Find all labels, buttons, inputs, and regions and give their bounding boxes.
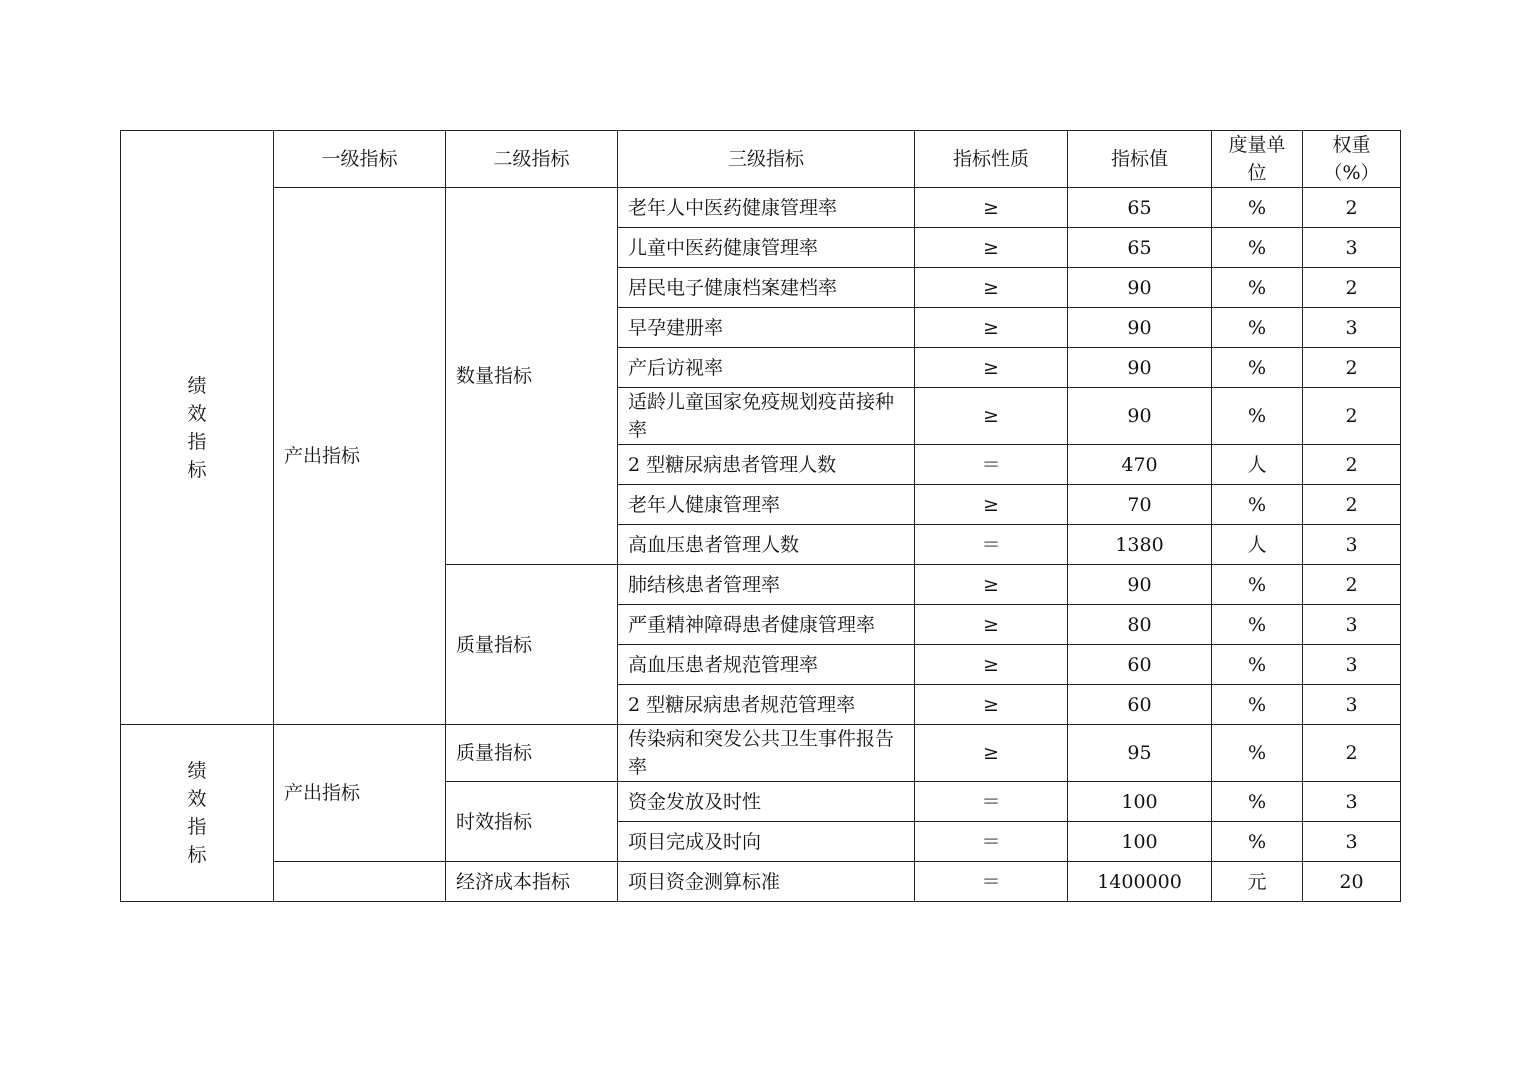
indicator-weight: 3 bbox=[1303, 605, 1401, 645]
level2-cell: 数量指标 bbox=[446, 188, 618, 565]
indicator-value: 90 bbox=[1068, 348, 1212, 388]
indicator-nature: ＝ bbox=[915, 782, 1068, 822]
indicator-name: 老年人中医药健康管理率 bbox=[618, 188, 915, 228]
indicator-weight: 3 bbox=[1303, 525, 1401, 565]
indicator-value: 100 bbox=[1068, 822, 1212, 862]
indicator-value: 1400000 bbox=[1068, 862, 1212, 902]
indicator-value: 1380 bbox=[1068, 525, 1212, 565]
indicator-value: 95 bbox=[1068, 725, 1212, 782]
indicator-weight: 3 bbox=[1303, 685, 1401, 725]
indicator-weight: 3 bbox=[1303, 228, 1401, 268]
indicator-weight: 2 bbox=[1303, 445, 1401, 485]
indicator-name: 老年人健康管理率 bbox=[618, 485, 915, 525]
indicator-name: 产后访视率 bbox=[618, 348, 915, 388]
table-row bbox=[121, 725, 1401, 782]
level2-cell: 时效指标 bbox=[446, 782, 618, 862]
indicator-name: 传染病和突发公共卫生事件报告率 bbox=[618, 725, 915, 782]
indicator-nature: ＝ bbox=[915, 525, 1068, 565]
indicator-nature: ≥ bbox=[915, 268, 1068, 308]
level1-cell: 产出指标 bbox=[274, 188, 446, 725]
indicator-unit: % bbox=[1212, 228, 1303, 268]
indicator-weight: 3 bbox=[1303, 645, 1401, 685]
indicator-weight: 2 bbox=[1303, 565, 1401, 605]
header-row bbox=[121, 131, 1401, 188]
indicator-value: 70 bbox=[1068, 485, 1212, 525]
indicator-weight: 3 bbox=[1303, 782, 1401, 822]
indicator-name: 高血压患者规范管理率 bbox=[618, 645, 915, 685]
indicator-unit: 人 bbox=[1212, 525, 1303, 565]
indicator-name: 适龄儿童国家免疫规划疫苗接种率 bbox=[618, 388, 915, 445]
level2-cell: 经济成本指标 bbox=[446, 862, 618, 902]
indicator-unit: % bbox=[1212, 308, 1303, 348]
indicator-name: 严重精神障碍患者健康管理率 bbox=[618, 605, 915, 645]
indicator-weight: 2 bbox=[1303, 268, 1401, 308]
table-row bbox=[121, 188, 1401, 228]
level2-cell: 质量指标 bbox=[446, 725, 618, 782]
indicator-unit: % bbox=[1212, 685, 1303, 725]
indicator-name: 肺结核患者管理率 bbox=[618, 565, 915, 605]
performance-indicator-sheet bbox=[120, 130, 1401, 902]
indicator-unit: % bbox=[1212, 268, 1303, 308]
indicator-value: 80 bbox=[1068, 605, 1212, 645]
indicator-nature: ＝ bbox=[915, 862, 1068, 902]
indicator-unit: % bbox=[1212, 565, 1303, 605]
indicator-name: 2 型糖尿病患者规范管理率 bbox=[618, 685, 915, 725]
indicator-nature: ≥ bbox=[915, 308, 1068, 348]
indicator-nature: ≥ bbox=[915, 725, 1068, 782]
indicator-weight: 2 bbox=[1303, 348, 1401, 388]
performance-indicator-table bbox=[120, 130, 1401, 902]
indicator-name: 儿童中医药健康管理率 bbox=[618, 228, 915, 268]
indicator-value: 60 bbox=[1068, 685, 1212, 725]
indicator-unit: % bbox=[1212, 485, 1303, 525]
indicator-name: 高血压患者管理人数 bbox=[618, 525, 915, 565]
category-label: 绩效指标 bbox=[187, 760, 207, 866]
indicator-unit: % bbox=[1212, 388, 1303, 445]
indicator-value: 65 bbox=[1068, 228, 1212, 268]
header-level1: 一级指标 bbox=[274, 131, 446, 188]
indicator-weight: 2 bbox=[1303, 485, 1401, 525]
level1-cell: 产出指标 bbox=[274, 725, 446, 862]
indicator-weight: 2 bbox=[1303, 188, 1401, 228]
indicator-value: 100 bbox=[1068, 782, 1212, 822]
table-row bbox=[121, 862, 1401, 902]
header-weight: 权重（%） bbox=[1303, 131, 1401, 188]
indicator-name: 项目完成及时向 bbox=[618, 822, 915, 862]
indicator-nature: ＝ bbox=[915, 822, 1068, 862]
header-nature: 指标性质 bbox=[915, 131, 1068, 188]
indicator-name: 早孕建册率 bbox=[618, 308, 915, 348]
indicator-nature: ＝ bbox=[915, 445, 1068, 485]
indicator-nature: ≥ bbox=[915, 605, 1068, 645]
indicator-nature: ≥ bbox=[915, 228, 1068, 268]
indicator-weight: 2 bbox=[1303, 388, 1401, 445]
indicator-unit: % bbox=[1212, 645, 1303, 685]
level2-cell: 质量指标 bbox=[446, 565, 618, 725]
header-level2: 二级指标 bbox=[446, 131, 618, 188]
indicator-name: 居民电子健康档案建档率 bbox=[618, 268, 915, 308]
header-value: 指标值 bbox=[1068, 131, 1212, 188]
indicator-value: 90 bbox=[1068, 308, 1212, 348]
indicator-value: 90 bbox=[1068, 268, 1212, 308]
indicator-value: 90 bbox=[1068, 388, 1212, 445]
indicator-unit: % bbox=[1212, 782, 1303, 822]
indicator-nature: ≥ bbox=[915, 485, 1068, 525]
indicator-nature: ≥ bbox=[915, 565, 1068, 605]
indicator-value: 60 bbox=[1068, 645, 1212, 685]
indicator-name: 项目资金测算标准 bbox=[618, 862, 915, 902]
indicator-name: 资金发放及时性 bbox=[618, 782, 915, 822]
indicator-name: 2 型糖尿病患者管理人数 bbox=[618, 445, 915, 485]
indicator-unit: 人 bbox=[1212, 445, 1303, 485]
indicator-unit: % bbox=[1212, 188, 1303, 228]
indicator-value: 90 bbox=[1068, 565, 1212, 605]
level1-cell-empty bbox=[274, 862, 446, 902]
indicator-nature: ≥ bbox=[915, 188, 1068, 228]
header-unit: 度量单位 bbox=[1212, 131, 1303, 188]
indicator-nature: ≥ bbox=[915, 348, 1068, 388]
indicator-unit: % bbox=[1212, 605, 1303, 645]
indicator-weight: 2 bbox=[1303, 725, 1401, 782]
category-cell bbox=[121, 725, 274, 902]
indicator-value: 65 bbox=[1068, 188, 1212, 228]
indicator-weight: 3 bbox=[1303, 822, 1401, 862]
category-label: 绩效指标 bbox=[187, 374, 207, 481]
indicator-nature: ≥ bbox=[915, 645, 1068, 685]
category-cell bbox=[121, 131, 274, 725]
indicator-unit: 元 bbox=[1212, 862, 1303, 902]
indicator-unit: % bbox=[1212, 725, 1303, 782]
indicator-unit: % bbox=[1212, 348, 1303, 388]
indicator-unit: % bbox=[1212, 822, 1303, 862]
indicator-nature: ≥ bbox=[915, 685, 1068, 725]
indicator-weight: 20 bbox=[1303, 862, 1401, 902]
indicator-weight: 3 bbox=[1303, 308, 1401, 348]
indicator-value: 470 bbox=[1068, 445, 1212, 485]
header-level3: 三级指标 bbox=[618, 131, 915, 188]
indicator-nature: ≥ bbox=[915, 388, 1068, 445]
